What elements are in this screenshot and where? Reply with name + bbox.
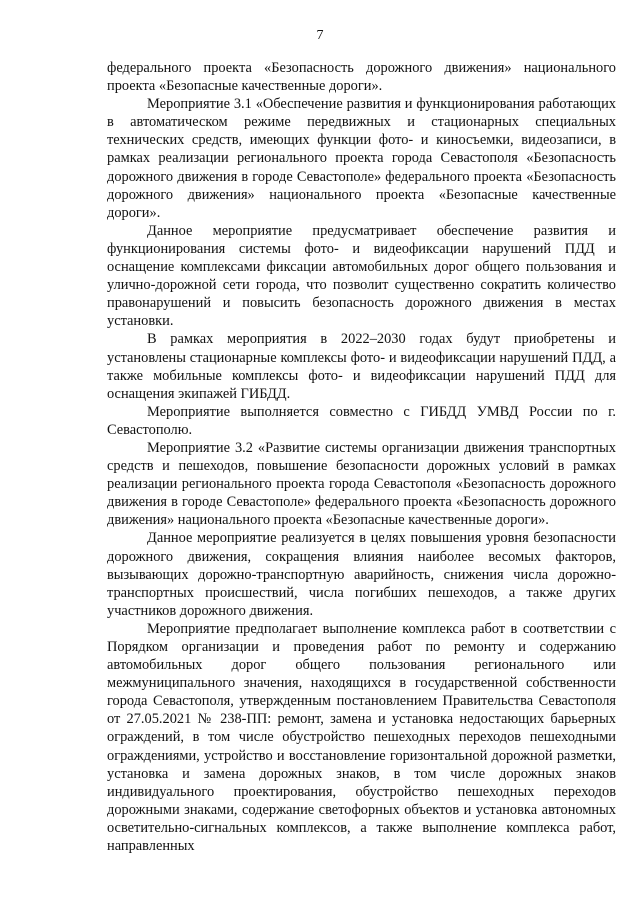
paragraph: Данное мероприятие реализуется в целях повышения уровня безопасности дорожного движения, сокращения влияния наиболее весомых факторов, вызывающих дорожно-транспортную аварийность, снижения числа дорожно-транспортных происшествий, числа погибших пешеходов, а также других участников дорожного движения. — [107, 530, 616, 619]
paragraph: Мероприятие 3.1 «Обеспечение развития и функционирования работающих в автоматическом режиме передвижных и стационарных специальных технических средств, имеющих функции фото- и киносъемки, видеозаписи, в рамках реализации регионального проекта города Севастополя «Безопасность дорожного движения в городе Севастополе» федерального проекта «Безопасность дорожного движения» национального проекта «Безопасные качественные дороги». — [107, 96, 616, 221]
paragraph: Мероприятие предполагает выполнение комплекса работ в соответствии с Порядком организации и проведения работ по ремонту и содержанию автомобильных дорог общего пользования регионального или межмуниципального значения, находящихся в государственной собственности города Севастополя, утвержденным постановлением Правительства Севастополя от 27.05.2021 № 238-ПП: ремонт, замена и установка недостающих барьерных ограждений, в том числе обустройство пешеходных переходов пешеходными ограждениями, устройство и восстановление горизонтальной дорожной разметки, установка и замена дорожных знаков, в том числе дорожных знаков индивидуального проектирования, обустройство пешеходных переходов дорожными знаками, содержание светофорных объектов и установка автономных осветительно-сигнальных комплексов, а также выполнение комплекса работ, направленных — [107, 620, 616, 855]
page-number: 7 — [316, 28, 324, 43]
paragraph: Мероприятие 3.2 «Развитие системы организации движения транспортных средств и пешеходов, повышение безопасности дорожных условий в рамках реализации регионального проекта города Севастополя «Безопасность дорожного движения в городе Севастополе» федерального проекта «Безопасность дорожного движения» национального проекта «Безопасные качественные дороги». — [107, 439, 616, 529]
paragraph: Мероприятие выполняется совместно с ГИБДД УМВД России по г. Севастополю. — [107, 403, 616, 438]
paragraph: В рамках мероприятия в 2022–2030 годах будут приобретены и установлены стационарные комплексы фото- и видеофиксации нарушений ПДД, а также мобильные комплексы фото- и видеофиксации нарушений ПДД для оснащения экипажей ГИБДД. — [107, 331, 616, 402]
document-body — [107, 59, 616, 855]
paragraph: федерального проекта «Безопасность дорожного движения» национального проекта «Безопасные качественные дороги». — [107, 60, 616, 95]
paragraph: Данное мероприятие предусматривает обеспечение развития и функционирования системы фото- и видеофиксации нарушений ПДД и оснащение комплексами фиксации автомобильных дорог общего пользования и улично-дорожной сети города, что позволит существенно сократить количество правонарушений и повысить безопасность дорожного движения в местах установки. — [107, 222, 616, 330]
